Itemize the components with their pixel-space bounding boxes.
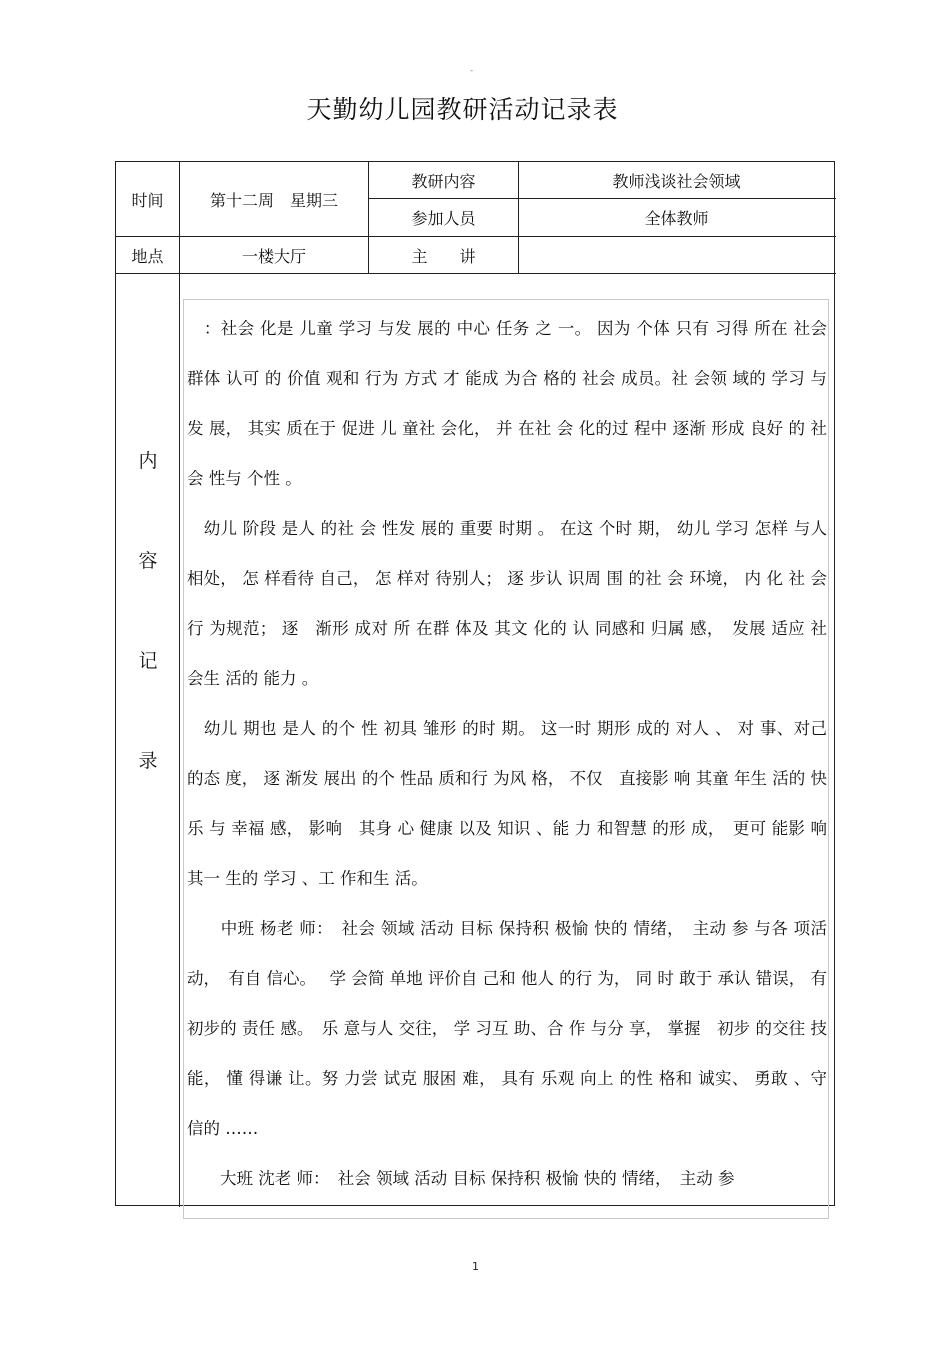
record-label-char: 录 <box>138 750 158 772</box>
content-value: 教师浅谈社会领域 <box>612 171 741 191</box>
record-paragraph: 幼儿 阶段 是人 的社 会 性发 展的 重要 时期 。 在这 个时 期， 幼儿 学习 怎样 与人 相处， 怎 样看待 自己， 怎 样对 待别人； 逐 步认 识周 围 的社 会 环境， 内 化 社 会行 为规范； 逐 渐形 成对 所 在群 体及 其文 化的 认 同感和 归属 感， 发展 适应 社会生 活的 能力 。 <box>187 519 827 688</box>
record-content <box>187 304 844 1202</box>
page-number: 1 <box>472 1260 479 1273</box>
speaker-value <box>519 237 834 273</box>
time-label: 时间 <box>131 190 164 210</box>
record-paragraph: 幼儿 期也 是人 的个 性 初具 雏形 的时 期。 这一时 期形 成的 对人 、 对 事、对己 的态 度， 逐 渐发 展出 的个 性品 质和行 为风 格， 不仅 直接影 响 其童 年生 活的 快乐 与 幸福 感， 影响 其身 心 健康 以及 知识 、能 力 和智慧 的形 成， 更可 能影 响其一 生的 学习 、工 作和生 活。 <box>187 719 844 888</box>
speaker-label: 主 讲 <box>411 246 476 266</box>
record-paragraph: 大班 沈老 师： 社会 领域 活动 目标 保持积 极愉 快的 情绪， 主动 参 <box>187 1169 735 1188</box>
location-value: 一楼大厅 <box>241 246 306 266</box>
record-label-char: 记 <box>138 650 158 672</box>
page-title: 天勤幼儿园教研活动记录表 <box>306 95 619 124</box>
record-label-char: 容 <box>138 550 158 572</box>
record-paragraph: ：社会 化是 儿童 学习 与发 展的 中心 任务 之 一。 因为 个体 只有 习得 所在 社会 群体 认可 的 价值 观和 行为 方式 才 能成 为合 格的 社会 成员。社 会领 域的 学习 与发 展， 其实 质在于 促进 儿 童社 会化， 并 在社 会 化的过 程中 逐渐 形成 良好 的 社会 性与 个性 。 <box>187 319 827 488</box>
row-divider <box>116 273 836 274</box>
participants-value: 全体教师 <box>644 209 709 228</box>
time-value: 第十二周 星期三 <box>209 190 338 210</box>
top-mark: - <box>470 66 474 76</box>
record-label <box>116 274 180 1206</box>
participants-label: 参加人员 <box>411 209 476 228</box>
location-label: 地点 <box>131 246 164 266</box>
record-paragraph: 中班 杨老 师： 社会 领域 活动 目标 保持积 极愉 快的 情绪， 主动 参 与各 项活 动， 有自 信心。 学 会简 单地 评价自 己和 他人 的行 为， 同 时 敢于 承认 错误， 有 初步的 责任 感。 乐 意与人 交往， 学 习互 助、合 作 与分 享， 掌握 初步 的交往 技能， 懂 得谦 让。努 力尝 试克 服困 难， 具有 乐观 向上 的性 格和 诚实、 勇敢 、守 信的 …… <box>187 919 827 1138</box>
record-table <box>115 161 844 1206</box>
record-label-char: 内 <box>138 450 158 472</box>
content-label: 教研内容 <box>411 171 476 191</box>
